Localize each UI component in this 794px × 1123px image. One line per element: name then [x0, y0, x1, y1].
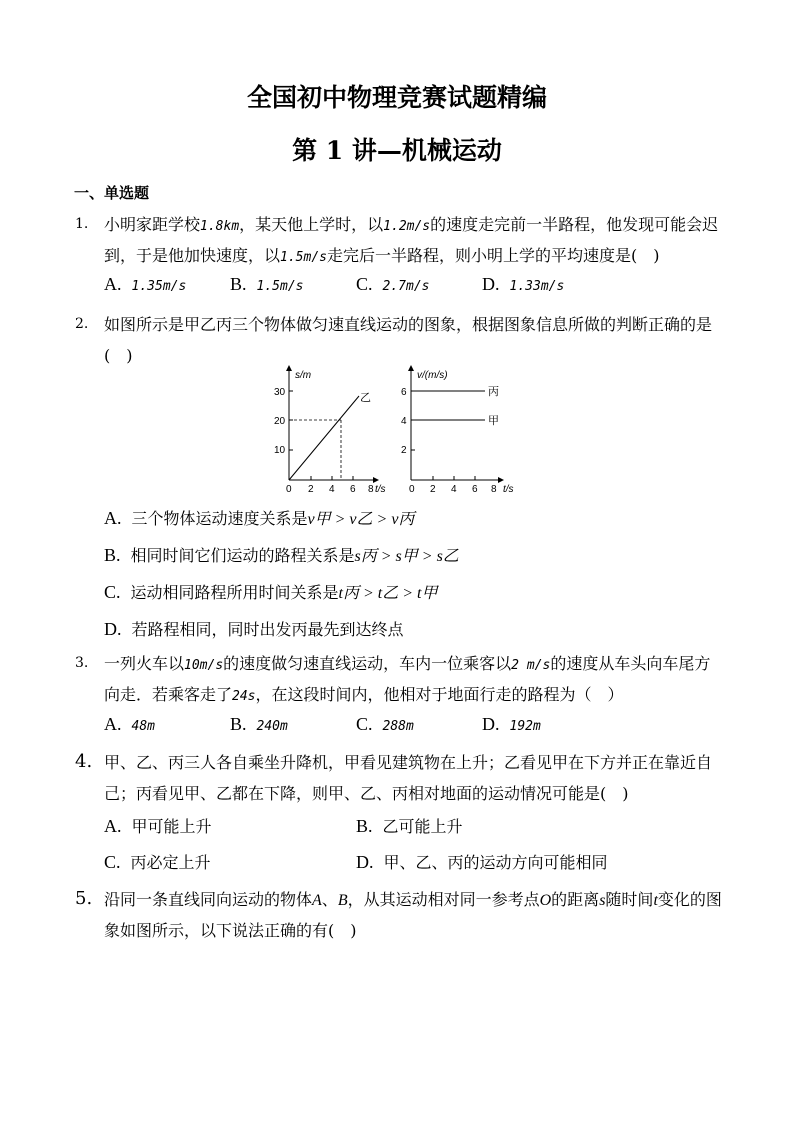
question-2-number: 2.	[75, 316, 89, 332]
q3-option-b[interactable]: B. 240m	[230, 714, 288, 734]
y-tick-4: 4	[401, 416, 407, 427]
q2-option-b[interactable]: B. 相同时间它们运动的路程关系是s丙 > s甲 > s乙	[104, 545, 459, 565]
y-tick-30: 30	[274, 387, 286, 398]
question-1-number: 1.	[75, 216, 89, 232]
x-tick-2: 2	[308, 484, 314, 495]
x-tick-6: 6	[350, 484, 356, 495]
x-tick-6: 6	[472, 484, 478, 495]
series-label-bing: 丙	[488, 386, 499, 398]
q2-option-d[interactable]: D. 若路程相同，同时出发丙最先到达终点	[104, 619, 404, 639]
y-tick-6: 6	[401, 387, 407, 398]
y-tick-20: 20	[274, 416, 286, 427]
question-4-number: 4.	[75, 751, 93, 772]
x-axis-label: t/s	[503, 484, 514, 495]
line-yi	[289, 396, 359, 480]
q1-option-b[interactable]: B. 1.5m/s	[230, 274, 304, 294]
q3-option-d[interactable]: D. 192m	[482, 714, 541, 734]
x-tick-8: 8	[368, 484, 374, 495]
q2-option-a[interactable]: A. 三个物体运动速度关系是v甲 > v乙 > v丙	[104, 508, 415, 528]
q1-option-c[interactable]: C. 2.7m/s	[356, 274, 430, 294]
series-label-jia: 甲	[488, 415, 499, 427]
q1-option-d[interactable]: D. 1.33m/s	[482, 274, 565, 294]
question-3-line-2: 向走．若乘客走了24s，在这段时间内，他相对于地面行走的路程为（ ）	[104, 685, 624, 704]
question-3-number: 3.	[75, 655, 89, 671]
question-5-line-1: 沿同一条直线同向运动的物体A、B，从其运动相对同一参考点O的距离s随时间t变化的图	[104, 890, 722, 909]
q4-option-a[interactable]: A. 甲可能上升	[104, 816, 212, 836]
y-tick-10: 10	[274, 445, 286, 456]
x-tick-0: 0	[409, 484, 415, 495]
v-t-graph	[389, 362, 523, 498]
q4-option-d[interactable]: D. 甲、乙、丙的运动方向可能相同	[356, 852, 608, 872]
y-tick-2: 2	[401, 445, 407, 456]
q4-option-b[interactable]: B. 乙可能上升	[356, 816, 463, 836]
series-label-yi: 乙	[360, 392, 371, 404]
question-3-line-1: 一列火车以10m/s的速度做匀速直线运动，车内一位乘客以2 m/s的速度从车头向车尾方	[104, 654, 711, 673]
question-5-line-2: 象如图所示，以下说法正确的有( )	[104, 921, 357, 940]
x-tick-2: 2	[430, 484, 436, 495]
x-tick-4: 4	[329, 484, 335, 495]
question-1-line-1: 小明家距学校1.8km，某天他上学时，以1.2m/s的速度走完前一半路程，他发现可能会迟	[104, 215, 719, 234]
y-axis-label: s/m	[295, 370, 312, 381]
page-subtitle: 第 1 讲—机械运动	[292, 136, 502, 165]
q3-option-c[interactable]: C. 288m	[356, 714, 414, 734]
q1-option-a[interactable]: A. 1.35m/s	[104, 274, 187, 294]
question-1-line-2: 到，于是他加快速度，以1.5m/s走完后一半路程，则小明上学的平均速度是( )	[104, 246, 660, 265]
section-heading: 一、单选题	[74, 184, 150, 202]
question-5-number: 5.	[75, 888, 93, 909]
y-axis-label: v/(m/s)	[417, 370, 448, 381]
q4-option-c[interactable]: C. 丙必定上升	[104, 852, 211, 872]
question-4-line-1: 甲、乙、丙三人各自乘坐升降机，甲看见建筑物在上升；乙看见甲在下方并正在靠近自	[104, 753, 713, 772]
x-tick-8: 8	[491, 484, 497, 495]
question-2-line-2: ( )	[104, 346, 133, 365]
x-tick-0: 0	[286, 484, 292, 495]
q2-option-c[interactable]: C. 运动相同路程所用时间关系是t丙 > t乙 > t甲	[104, 582, 438, 602]
q3-option-a[interactable]: A. 48m	[104, 714, 155, 734]
s-t-graph	[262, 362, 386, 498]
x-tick-4: 4	[451, 484, 457, 495]
x-axis-label: t/s	[375, 484, 386, 495]
page-title: 全国初中物理竞赛试题精编	[246, 83, 547, 112]
question-4-line-2: 己；丙看见甲、乙都在下降，则甲、乙、丙相对地面的运动情况可能是( )	[104, 784, 629, 803]
question-2-line-1: 如图所示是甲乙丙三个物体做匀速直线运动的图象，根据图象信息所做的判断正确的是	[104, 315, 713, 334]
